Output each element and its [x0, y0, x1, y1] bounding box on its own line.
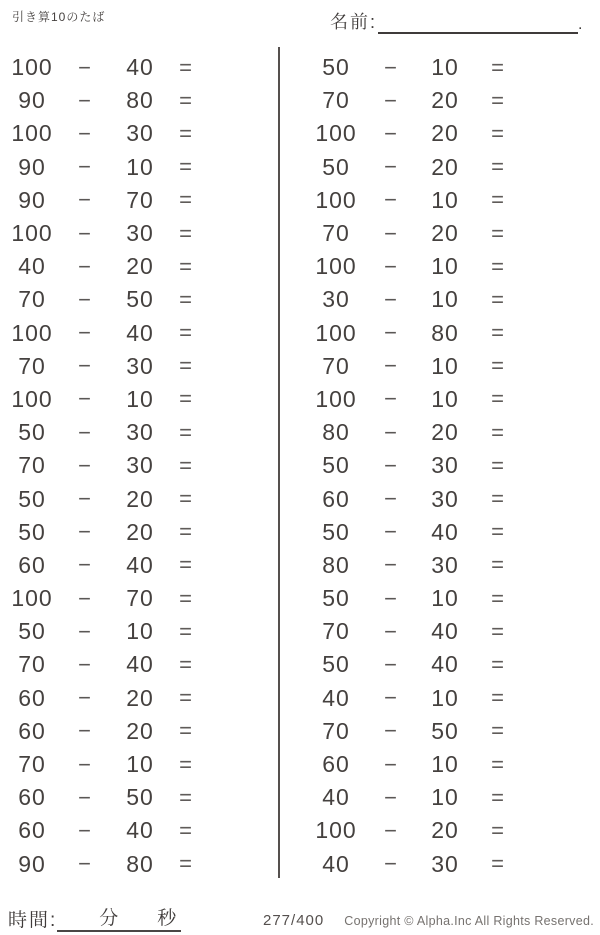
copyright-notice: Copyright © Alpha.Inc All Rights Reserved.: [344, 914, 594, 928]
minus-sign: −: [384, 851, 398, 877]
problems-column-right: [308, 51, 524, 881]
minus-sign: −: [78, 519, 92, 545]
minuend: 100: [11, 319, 53, 346]
subtrahend: 40: [126, 319, 154, 346]
minuend: 100: [11, 120, 53, 147]
equals-sign: =: [491, 120, 505, 146]
subtrahend: 20: [126, 518, 154, 545]
equals-sign: =: [491, 220, 505, 246]
equals-sign: =: [491, 618, 505, 644]
minuend: 100: [315, 186, 357, 213]
minus-sign: −: [78, 353, 92, 379]
equals-sign: =: [491, 320, 505, 346]
subtrahend: 80: [431, 319, 459, 346]
subtrahend: 10: [431, 385, 459, 412]
minuend: 50: [322, 518, 350, 545]
minuend: 100: [315, 319, 357, 346]
minuend: 80: [322, 419, 350, 446]
minuend: 50: [322, 54, 350, 81]
equals-sign: =: [179, 486, 193, 512]
minus-sign: −: [384, 685, 398, 711]
problem-row: [308, 350, 524, 383]
subtrahend: 30: [431, 551, 459, 578]
subtrahend: 40: [126, 551, 154, 578]
minuend: 70: [18, 286, 46, 313]
equals-sign: =: [179, 419, 193, 445]
minus-sign: −: [78, 386, 92, 412]
subtrahend: 10: [126, 153, 154, 180]
problem-row: [308, 848, 524, 881]
equals-sign: =: [491, 552, 505, 578]
minuend: 100: [315, 817, 357, 844]
minus-sign: −: [384, 220, 398, 246]
minutes-unit-label: 分: [99, 908, 120, 929]
minus-sign: −: [78, 87, 92, 113]
problem-row: [8, 615, 206, 648]
minuend: 100: [11, 220, 53, 247]
subtrahend: 40: [431, 518, 459, 545]
problem-row: [8, 317, 206, 350]
subtrahend: 20: [126, 717, 154, 744]
equals-sign: =: [491, 751, 505, 777]
subtrahend: 20: [126, 253, 154, 280]
subtrahend: 10: [431, 253, 459, 280]
minus-sign: −: [78, 419, 92, 445]
minuend: 40: [322, 684, 350, 711]
minus-sign: −: [78, 187, 92, 213]
problem-row: [8, 482, 206, 515]
minus-sign: −: [78, 220, 92, 246]
equals-sign: =: [491, 685, 505, 711]
equals-sign: =: [491, 585, 505, 611]
problem-row: [8, 682, 206, 715]
equals-sign: =: [179, 120, 193, 146]
problem-row: [8, 250, 206, 283]
problem-row: [8, 383, 206, 416]
minus-sign: −: [78, 585, 92, 611]
problem-row: [8, 117, 206, 150]
equals-sign: =: [179, 87, 193, 113]
subtrahend: 20: [126, 684, 154, 711]
subtrahend: 80: [126, 87, 154, 114]
minuend: 70: [322, 717, 350, 744]
problem-row: [308, 615, 524, 648]
subtrahend: 70: [126, 186, 154, 213]
equals-sign: =: [491, 651, 505, 677]
subtrahend: 10: [431, 54, 459, 81]
subtrahend: 80: [126, 850, 154, 877]
minuend: 70: [322, 618, 350, 645]
minuend: 50: [18, 518, 46, 545]
minus-sign: −: [78, 685, 92, 711]
subtrahend: 10: [431, 286, 459, 313]
problem-row: [8, 184, 206, 217]
minus-sign: −: [78, 651, 92, 677]
subtrahend: 10: [126, 385, 154, 412]
minus-sign: −: [384, 87, 398, 113]
minus-sign: −: [78, 552, 92, 578]
minuend: 70: [18, 651, 46, 678]
minuend: 50: [322, 585, 350, 612]
subtrahend: 30: [126, 452, 154, 479]
minus-sign: −: [384, 353, 398, 379]
minus-sign: −: [384, 386, 398, 412]
equals-sign: =: [491, 452, 505, 478]
minus-sign: −: [384, 120, 398, 146]
subtrahend: 20: [431, 153, 459, 180]
subtrahend: 30: [126, 352, 154, 379]
minuend: 90: [18, 87, 46, 114]
minuend: 40: [322, 850, 350, 877]
equals-sign: =: [491, 784, 505, 810]
minus-sign: −: [384, 486, 398, 512]
name-blank-line[interactable]: [378, 10, 578, 34]
time-label: 時間:: [8, 910, 58, 931]
problem-row: [308, 582, 524, 615]
equals-sign: =: [491, 187, 505, 213]
problem-row: [308, 250, 524, 283]
subtrahend: 50: [126, 784, 154, 811]
problem-row: [308, 648, 524, 681]
problem-row: [308, 715, 524, 748]
equals-sign: =: [179, 718, 193, 744]
problem-row: [308, 51, 524, 84]
minuend: 100: [11, 585, 53, 612]
minuend: 100: [315, 253, 357, 280]
subtrahend: 30: [431, 452, 459, 479]
subtrahend: 20: [431, 419, 459, 446]
problem-row: [8, 416, 206, 449]
problem-row: [8, 449, 206, 482]
problem-row: [308, 781, 524, 814]
minus-sign: −: [78, 286, 92, 312]
minuend: 90: [18, 186, 46, 213]
minus-sign: −: [384, 519, 398, 545]
problem-row: [308, 117, 524, 150]
minuend: 90: [18, 153, 46, 180]
problem-row: [8, 350, 206, 383]
subtrahend: 20: [431, 220, 459, 247]
subtrahend: 50: [431, 717, 459, 744]
equals-sign: =: [491, 87, 505, 113]
minus-sign: −: [384, 751, 398, 777]
minuend: 70: [18, 452, 46, 479]
equals-sign: =: [491, 851, 505, 877]
problem-row: [8, 516, 206, 549]
equals-sign: =: [491, 817, 505, 843]
subtrahend: 40: [126, 817, 154, 844]
equals-sign: =: [179, 585, 193, 611]
subtrahend: 30: [126, 419, 154, 446]
minuend: 60: [18, 817, 46, 844]
equals-sign: =: [179, 320, 193, 346]
problem-row: [308, 217, 524, 250]
subtrahend: 10: [126, 751, 154, 778]
minuend: 50: [18, 419, 46, 446]
minus-sign: −: [384, 419, 398, 445]
problem-row: [8, 814, 206, 847]
subtrahend: 10: [431, 751, 459, 778]
minuend: 60: [18, 717, 46, 744]
minus-sign: −: [384, 452, 398, 478]
equals-sign: =: [179, 751, 193, 777]
subtrahend: 10: [431, 585, 459, 612]
minuend: 100: [11, 385, 53, 412]
minuend: 70: [322, 87, 350, 114]
minus-sign: −: [78, 851, 92, 877]
problem-row: [8, 283, 206, 316]
problem-row: [8, 781, 206, 814]
equals-sign: =: [179, 386, 193, 412]
equals-sign: =: [491, 519, 505, 545]
minus-sign: −: [384, 187, 398, 213]
minus-sign: −: [78, 154, 92, 180]
problem-row: [8, 582, 206, 615]
equals-sign: =: [491, 253, 505, 279]
problem-row: [8, 549, 206, 582]
equals-sign: =: [179, 851, 193, 877]
minus-sign: −: [384, 817, 398, 843]
equals-sign: =: [179, 54, 193, 80]
problem-row: [308, 317, 524, 350]
equals-sign: =: [491, 486, 505, 512]
equals-sign: =: [491, 386, 505, 412]
minus-sign: −: [78, 120, 92, 146]
minus-sign: −: [384, 784, 398, 810]
equals-sign: =: [491, 353, 505, 379]
equals-sign: =: [179, 618, 193, 644]
minuend: 100: [11, 54, 53, 81]
minus-sign: −: [78, 486, 92, 512]
problem-row: [308, 682, 524, 715]
equals-sign: =: [179, 154, 193, 180]
minus-sign: −: [384, 718, 398, 744]
name-line-period: .: [578, 16, 583, 33]
subtrahend: 40: [431, 651, 459, 678]
equals-sign: =: [179, 353, 193, 379]
minuend: 60: [322, 485, 350, 512]
minus-sign: −: [384, 552, 398, 578]
equals-sign: =: [179, 220, 193, 246]
problem-row: [308, 814, 524, 847]
minuend: 30: [322, 286, 350, 313]
equals-sign: =: [491, 154, 505, 180]
minuend: 60: [322, 751, 350, 778]
time-blank-line: [57, 906, 181, 932]
minus-sign: −: [78, 718, 92, 744]
minuend: 70: [322, 220, 350, 247]
minuend: 50: [322, 651, 350, 678]
problem-row: [8, 648, 206, 681]
minus-sign: −: [384, 651, 398, 677]
equals-sign: =: [491, 54, 505, 80]
minus-sign: −: [78, 452, 92, 478]
minus-sign: −: [384, 154, 398, 180]
equals-sign: =: [179, 651, 193, 677]
minuend: 40: [322, 784, 350, 811]
equals-sign: =: [179, 552, 193, 578]
subtrahend: 10: [126, 618, 154, 645]
minuend: 80: [322, 551, 350, 578]
equals-sign: =: [491, 419, 505, 445]
problem-row: [308, 184, 524, 217]
problem-row: [8, 848, 206, 881]
problem-row: [308, 482, 524, 515]
problem-row: [8, 715, 206, 748]
minus-sign: −: [78, 54, 92, 80]
subtrahend: 40: [126, 651, 154, 678]
minuend: 70: [18, 352, 46, 379]
minus-sign: −: [384, 286, 398, 312]
minus-sign: −: [78, 784, 92, 810]
problem-row: [308, 748, 524, 781]
equals-sign: =: [179, 253, 193, 279]
subtrahend: 20: [126, 485, 154, 512]
subtrahend: 70: [126, 585, 154, 612]
problem-row: [308, 151, 524, 184]
problem-row: [308, 283, 524, 316]
problem-row: [8, 217, 206, 250]
minuend: 50: [18, 485, 46, 512]
minus-sign: −: [78, 618, 92, 644]
subtrahend: 30: [126, 120, 154, 147]
minus-sign: −: [78, 253, 92, 279]
equals-sign: =: [179, 187, 193, 213]
minus-sign: −: [78, 817, 92, 843]
minuend: 50: [18, 618, 46, 645]
problem-row: [8, 151, 206, 184]
subtrahend: 20: [431, 120, 459, 147]
problem-row: [308, 84, 524, 117]
problem-row: [8, 748, 206, 781]
minus-sign: −: [384, 320, 398, 346]
minus-sign: −: [384, 618, 398, 644]
subtrahend: 10: [431, 186, 459, 213]
problems-column-left: [8, 51, 206, 881]
equals-sign: =: [491, 286, 505, 312]
problem-row: [308, 383, 524, 416]
subtrahend: 10: [431, 784, 459, 811]
problem-row: [308, 449, 524, 482]
minus-sign: −: [78, 320, 92, 346]
minuend: 70: [322, 352, 350, 379]
equals-sign: =: [491, 718, 505, 744]
equals-sign: =: [179, 286, 193, 312]
equals-sign: =: [179, 519, 193, 545]
problem-row: [8, 51, 206, 84]
minuend: 100: [315, 385, 357, 412]
equals-sign: =: [179, 817, 193, 843]
equals-sign: =: [179, 685, 193, 711]
subtrahend: 40: [431, 618, 459, 645]
name-field: [330, 8, 592, 34]
minuend: 100: [315, 120, 357, 147]
column-divider: [278, 47, 280, 878]
subtrahend: 20: [431, 87, 459, 114]
problem-row: [308, 549, 524, 582]
subtrahend: 20: [431, 817, 459, 844]
subtrahend: 50: [126, 286, 154, 313]
subtrahend: 30: [431, 485, 459, 512]
minuend: 70: [18, 751, 46, 778]
minuend: 60: [18, 784, 46, 811]
minuend: 60: [18, 684, 46, 711]
minuend: 50: [322, 153, 350, 180]
minus-sign: −: [384, 253, 398, 279]
minuend: 40: [18, 253, 46, 280]
worksheet-title: 引き算10のたば: [12, 10, 106, 24]
name-label: 名前:: [330, 12, 378, 32]
subtrahend: 40: [126, 54, 154, 81]
equals-sign: =: [179, 784, 193, 810]
equals-sign: =: [179, 452, 193, 478]
minuend: 50: [322, 452, 350, 479]
minus-sign: −: [78, 751, 92, 777]
problem-row: [8, 84, 206, 117]
seconds-unit-label: 秒: [157, 908, 178, 929]
minus-sign: −: [384, 585, 398, 611]
minuend: 60: [18, 551, 46, 578]
subtrahend: 30: [126, 220, 154, 247]
minuend: 90: [18, 850, 46, 877]
time-field: [8, 905, 181, 932]
subtrahend: 10: [431, 684, 459, 711]
problem-row: [308, 416, 524, 449]
problem-row: [308, 516, 524, 549]
minus-sign: −: [384, 54, 398, 80]
subtrahend: 30: [431, 850, 459, 877]
page-number: 277/400: [263, 912, 325, 929]
subtrahend: 10: [431, 352, 459, 379]
